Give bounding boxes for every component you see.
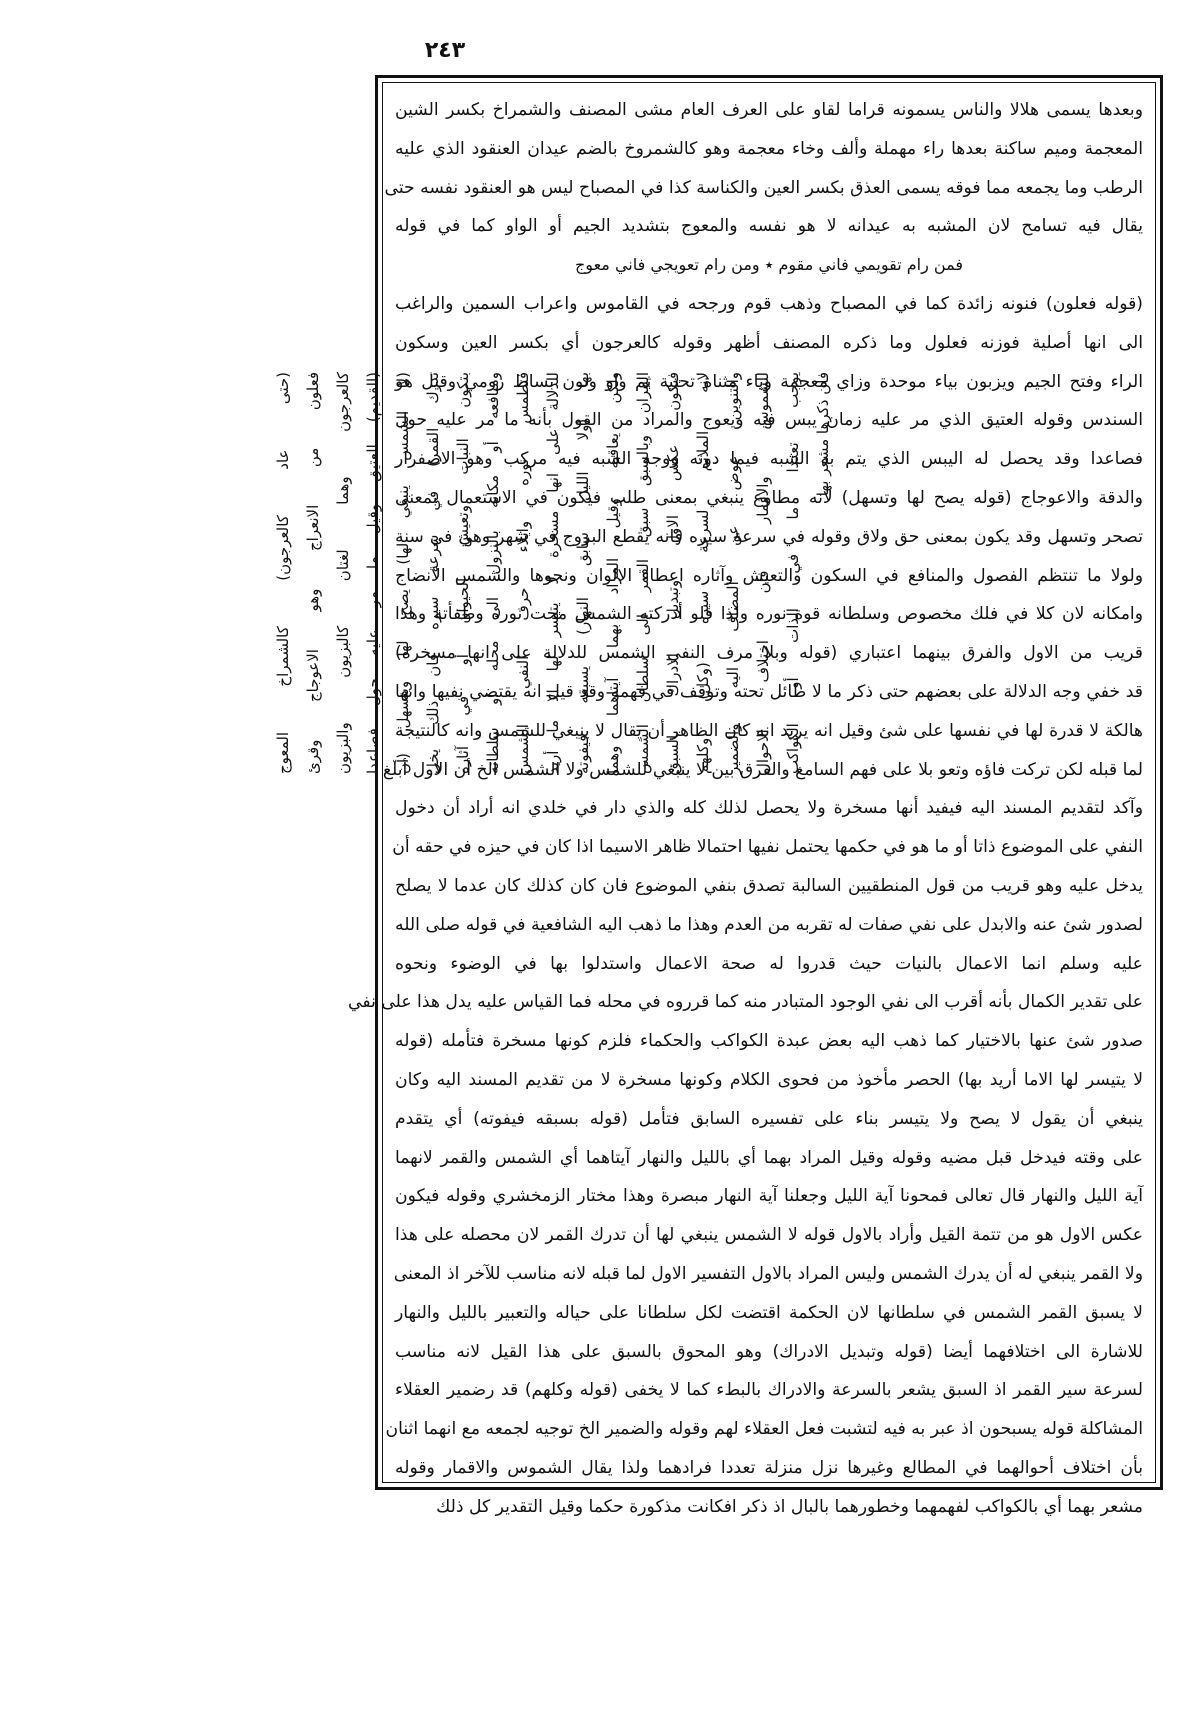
margin-line: (حتى عاد كالعرجون) كالشمراخ المعوج (274, 372, 292, 774)
margin-line: للدلالة على انها مسخرة لا يتيسر لها الا ما أريد (544, 372, 562, 774)
page-number: ٢٤٣ (424, 38, 466, 63)
margin-line: فان ذكرها مشعر بها (814, 372, 832, 497)
text-line: لا يسبق القمر الشمس في سلطانها لان الحكمة اقتضت لكل سلطانا على حياله والتعبير بالليل والنهار (395, 1302, 1143, 1323)
text-line: لا يتيسر لها الاما أريد بها) الحصر مأخوذ من فحوى الكلام وكونها مسخرة لا من تقديم المسند اليه وكان (395, 1069, 1143, 1090)
text-line: السندس وقوله العتيق الذي مر عليه زمان يبس فيه ويعوج والمراد من القول بأنه ما مر عليه حول (395, 410, 1143, 431)
text-line: النفي على الموضوع ذاتا أو ما هو في حكمها يحتمل نفيها احتمالا ظاهر الاسيما اذا كان في حيزه في حقه أن (392, 837, 1143, 858)
margin-line: (لا الشمس ينبغي لها) يصح لها ويتسهل (أن (394, 372, 412, 774)
text-line: الى انها أصلية فوزنه فعلول وما ذكره المصنف أظهر وقوله كالعرجون أي بكسر العين وسكون (395, 332, 1143, 353)
text-line: للاشارة الى اختلافهما أيضا (قوله وتبديل الادراك) وهو المحوق بالسبق على هذا القيل لانه مناسب (395, 1341, 1143, 1362)
text-line: المعجمة وميم ساكنة بعدها راء مهملة وألف وخاء معجمة وهو كالشمروخ بالضم عيدان العنقود الذي عليه (395, 138, 1143, 159)
text-line: الرطب وما يجمعه مما فوقه يسمى العذق بكسر العين والكناسة كذا في المصباح ليس هو العنقود نفسه حتى (384, 177, 1143, 198)
text-line: هالكة لا قدرة لها في نفسها على شئ وقيل انه يريد انه كان الظاهر أن يقال لا ينبغي للشمس وانه كالنتيجة (395, 720, 1143, 741)
text-line: لما قبله لكن تركت فاؤه وتعو بلا على فهم السامع والفرق بين لا ينبغي للشمس ولا الشمس الخ أن الاول أبلغ (382, 759, 1143, 780)
margin-line: والتنوين عوض عن المضاف اليه والضمير (724, 372, 742, 774)
text-line: تصحر وتسهل وقد يكون بمعنى حق ولاق وقوله في سرعة سيره فانه يقطع البروج في شهر وهي في سنة (395, 526, 1143, 547)
text-line: الراء وفتح الجيم ويزبون بياء موحدة وزاي معجمة وياء مثناة تحتية ثم واو ونون بساط رومي وقيل هو (395, 371, 1143, 392)
text-line: المشاكلة قوله يسبحون اذ عبر به فيه لتشبت فعل العقلاء لهم وقوله والضمير الخ توجيه لجمعه مع انهما اثنان (385, 1419, 1143, 1440)
text-line: ينبغي أن يقول لا يصح ولا يتيسر بناء على تفسيره السابق فتأمل (قوله بسبقه فيفوته) أي يتقدم (395, 1108, 1143, 1129)
margin-line: بها (ولا الليل سابق النهار) يسبقه فيفوته (574, 372, 592, 774)
text-line: آية الليل والنهار قال تعالى فمحونا آية الليل وجعلنا آية النهار مبصرة وهذا مختار الزمخشري وقوله فيكون (395, 1186, 1143, 1207)
text-line: صدور شئ عنها بالاختيار كما ذهب اليه بعض عبدة الكواكب والحكماء فلزم كونها مسخرة فتأمله (قوله (395, 1031, 1143, 1052)
margin-line: تدرك القمر) في سرعة سيره فان ذلك يخل (424, 372, 442, 774)
text-line: ولولا ما تنتظم الفصول والمنافع في السكون والتعيش وآثاره اعطاء الالوان ونحوها والشمس الانضاج (395, 565, 1143, 586)
margin-line: لانه الملائم لسرعة سيره (وكل) وكلهم (694, 372, 712, 774)
margin-line: للشموس والاقمار فان اختلاف الاحوال (754, 372, 772, 774)
text-line: فصاعدا وقد يحصل له اليبس الذي يتم به الشبه فيما دونه ووجه الشبه فيه مركب وهو الاصفرار (395, 449, 1143, 470)
text-line: مشعر بهما أي بالكواكب لفهمهما وخطورهما بالبال اذ ذكر افكانت مذكورة حكما وقيل التقدير كل ذلك (436, 1496, 1143, 1517)
text-line: يقال فيه تسامح لان المشبه به عيدانه لا هو نفسه والمعوج بتشديد الجيم أو الواو كما في قوله (395, 216, 1143, 237)
text-line: على تقدير الكمال بأنه أقرب الى نفي الوجود المتبادر منه كما قرروه في محله فما القياس عليه يدل هذا على نفي (348, 992, 1143, 1013)
margin-line: فعلون من الانعراج وهو الاعوجاج وقرئ (304, 372, 322, 774)
text-line: وآكد لتقديم المسند اليه فيفيد أنها مسخرة ولا يحصل لذلك كله والذي دار في خلدي انه أراد أن دخول (395, 798, 1143, 819)
text-line: قد خفي وجه الدلالة على بعضهم حتى ذكر ما لا طائل تحته وتوقف في فهمه وقد قيل انه يقتضي نفيها وانها (395, 681, 1143, 702)
text-line: ولا القمر ينبغي له أن يدرك الشمس وليس المراد بالاول التفسير الاول لما قبله لانه مناسب للآخر اذ المعنى (393, 1263, 1143, 1284)
margin-line: فتطمس نوره وايلاء حرف النفي الشمس (514, 372, 532, 774)
text-line: لصدور شئ عنه والابدل على نفي صفات له تقربه من العدم وهذا ما ذهب اليه الشافعية في قوله صلى الله (395, 914, 1143, 935)
margin-line: يوجب تعددا ما في الذات أو الكواكب (784, 372, 802, 774)
text-line: بأن اختلاف أحوالهما في المطالع وغيرها نزل منزلة تعددا فرادهما ولذا يقال الشموس والاقمار وقوله (395, 1457, 1143, 1478)
text-line: على وقته فيدخل قبل مضيه وقوله وقيل المراد بهما أي بالليل والنهار آيتاهما أي الشمس والقمر لانهما (395, 1147, 1143, 1168)
margin-line: كالعرجون وهما لغتان كالبزيون والبزيون (334, 372, 352, 774)
margin-line: ولكن يعاقبه وقيل المراد بهما آيتاهما وهما (604, 372, 622, 774)
margin-commentary (268, 368, 832, 778)
margin-line: النيران وبالسبق سبق القمر الى سلطان الشمس (634, 372, 652, 774)
verse-line: فمن رام تقويمي فاني مقوم ٭ ومن رام تعويجي فاني معوج (574, 255, 964, 275)
text-line: عليه وسلم انما الاعمال بالنيات حيث قدروا له صحة الاعمال واستدلوا بها في الوضوء ونحوه (395, 953, 1143, 974)
text-line: عكس الاول هو من تتمة القيل وأراد بالاول قوله لا الشمس ينبغي لها أن تدرك القمر لان محصله على هذا (395, 1225, 1143, 1246)
margin-line: بتكون النبات وتعيش الحيوان أو في آثاره (454, 372, 472, 774)
text-line: وامكانه لان كلا في فلك مخصوص وسلطانه قوة نوره ولذا فلو أدركته الشمس محت نوره وطفأته وهذا (395, 604, 1143, 625)
margin-line: فيكون عكس الاول وتبديل الادراك بالسبق (664, 372, 682, 774)
margin-line: (القديم) العتيق وقيل ما مر عليه حول فصاعدا (364, 372, 382, 774)
text-line: وبعدها يسمى هلالا والناس يسمونه قراما لقاو على العرف العام مشى المصنف والشمراخ بكسر الشين (395, 100, 1143, 120)
text-line: لسرعة سير القمر اذ السبق يشعر بالسرعة والادراك بالبطء كما لا يخفى (قوله وكلهم) قد رضمير العقلاء (395, 1380, 1143, 1401)
text-line: قريب من الاول والفرق بينهما اعتباري (قوله وبلا مرف النفي الشمس للدلالة على انها مسخرة) (395, 643, 1143, 664)
text-line: والدقة والاعوجاج (قوله يصح لها وتسهل) لانه مطاوع ينبغي بمعنى طلب فيكون في الاستعمال بمعنى (395, 487, 1143, 508)
text-line: يدخل عليه وهو قريب من قول المنطقيين السالبة تصدق بنفي الموضوع فان كان كذلك كان عدما لا يصلح (395, 875, 1143, 896)
margin-line: ومنافعه أو مكانه بالنزول الى محله أو سلطانه (484, 372, 502, 774)
text-line: (قوله فعلون) فنونه زائدة كما في المصباح وذهب قوم ورجحه في القاموس واعراب السمين والراغب (395, 293, 1143, 314)
